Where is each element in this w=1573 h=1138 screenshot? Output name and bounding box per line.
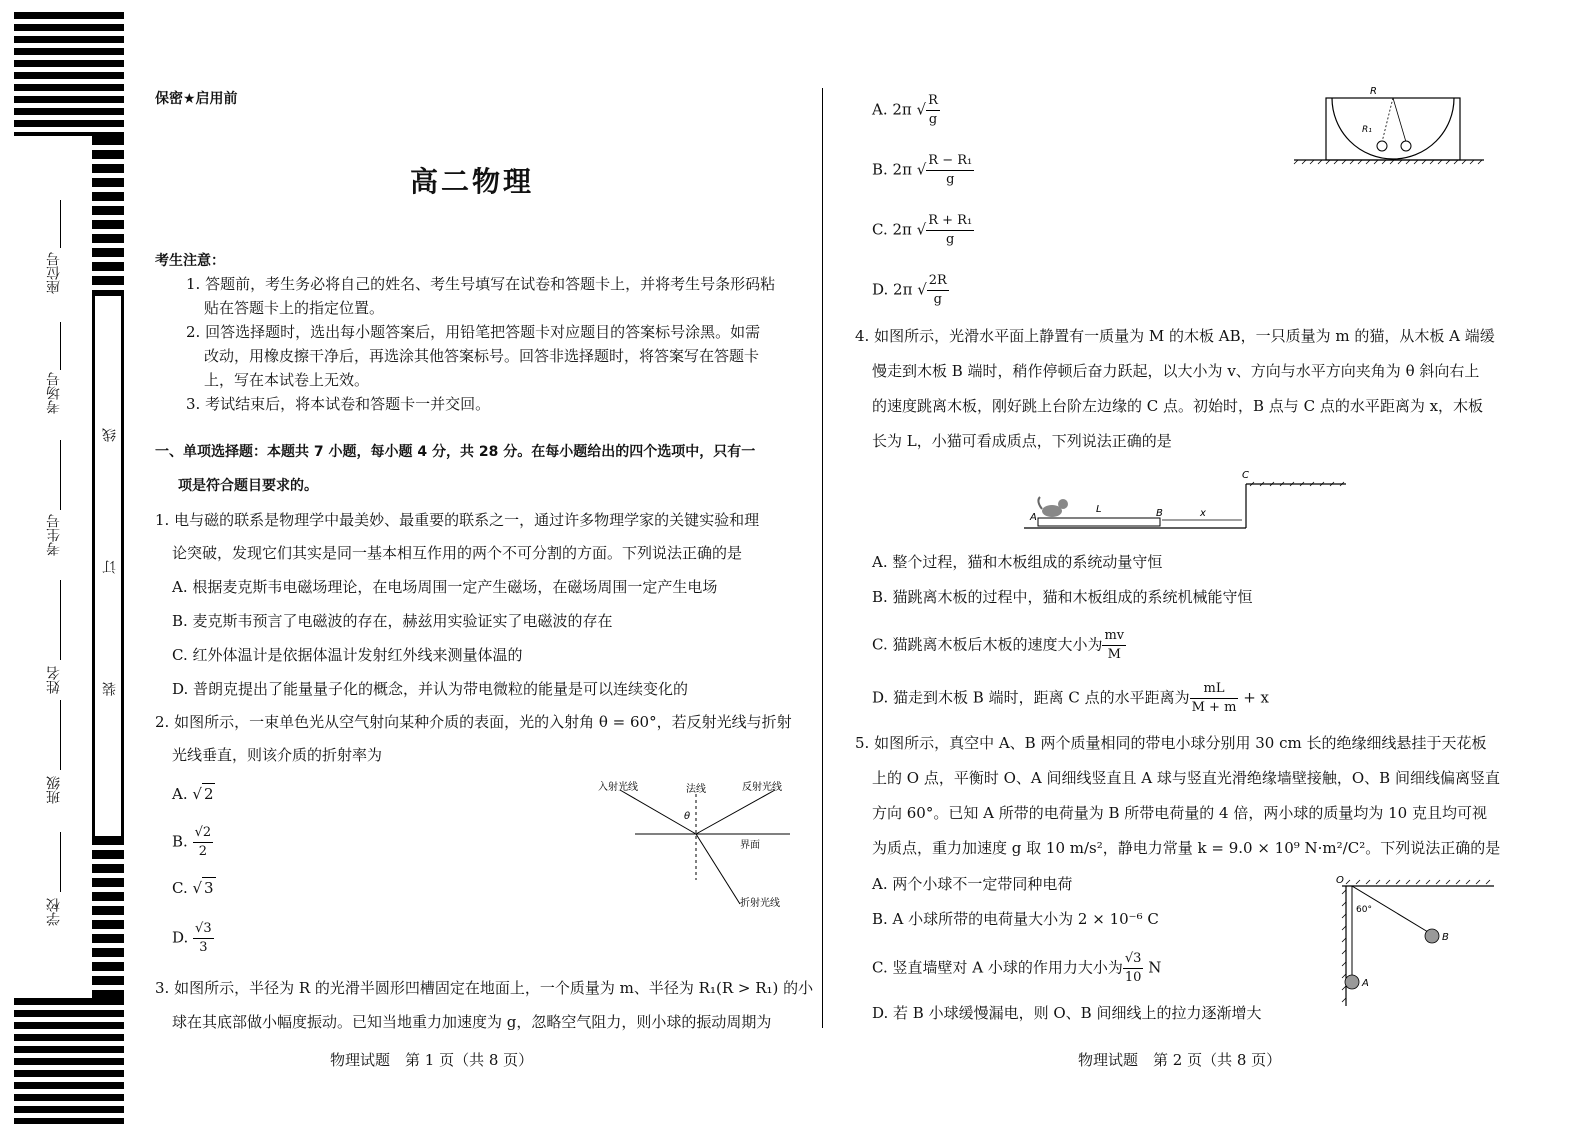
q3-option-c: C. 2π √ $\frac{\text{R + R₁}}{g}$ xyxy=(872,213,973,247)
fig-label-R1: R₁ xyxy=(1362,125,1372,135)
q5-stem: 上的 O 点，平衡时 O、A 间细线竖直且 A 球与竖直光滑绝缘墙壁接触，O、B 间细线偏离竖直 xyxy=(872,769,1500,787)
fig-label-A: A xyxy=(1030,512,1037,523)
q3-option-d: D. 2π √ $\frac{2R}{g}$ xyxy=(872,273,947,307)
q1-option-b: B. 麦克斯韦预言了电磁波的存在，赫兹用实验证实了电磁波的存在 xyxy=(172,612,613,630)
q5-stem: 为质点，重力加速度 g 取 10 m/s²，静电力常量 k = 9.0 × 10⁹ N·m²/C²。下列说法正确的是 xyxy=(872,839,1501,857)
q1-option-d: D. 普朗克提出了能量量子化的概念，并认为带电微粒的能量是可以连续变化的 xyxy=(172,680,689,698)
wooden-board xyxy=(1038,518,1160,526)
page-divider xyxy=(822,88,823,1028)
q5-stem: 5. 如图所示，真空中 A、B 两个质量相同的带电小球分别用 30 cm 长的绝缘细线悬挂于天花板 xyxy=(855,734,1487,752)
binding-stripes-bottom xyxy=(14,998,124,1124)
mark-bind: 订 xyxy=(102,560,118,574)
notice-line: 1. 答题前，考生务必将自己的姓名、考生号填写在试卷和答题卡上，并将考生号条形码粘 xyxy=(186,275,776,293)
fig-label-theta: θ xyxy=(684,811,691,822)
exam-room-line xyxy=(60,322,61,370)
q4-stem: 4. 如图所示，光滑水平面上静置有一质量为 M 的木板 AB，一只质量为 m 的猫，从木板 A 端缓 xyxy=(855,327,1495,345)
notice-line: 改动，用橡皮擦干净后，再选涂其他答案标号。回答非选择题时，将答案写在答题卡 xyxy=(204,347,760,365)
q3-stem: 3. 如图所示，半径为 R 的光滑半圆形凹槽固定在地面上，一个质量为 m、半径为 R₁(R > R₁) 的小 xyxy=(155,979,814,997)
label-candidate-number: 考生号 xyxy=(46,514,62,556)
fig-label-interface: 界面 xyxy=(740,840,760,851)
ball-A xyxy=(1345,975,1359,989)
section-heading: 一、单项选择题：本题共 7 小题，每小题 4 分，共 28 分。在每小题给出的四个选项中，只有一 xyxy=(155,444,756,460)
q2-option-a: A. √ 2 xyxy=(172,785,214,803)
q5-option-c: C. 竖直墙壁对 A 小球的作用力大小为 $\frac{√3}{10}$ N xyxy=(872,951,1162,985)
groove-block xyxy=(1326,98,1460,160)
ball-right xyxy=(1401,141,1411,151)
notice-line: 3. 考试结束后，将本试卷和答题卡一并交回。 xyxy=(186,395,491,413)
q5-charged-balls-figure xyxy=(1330,872,1500,1012)
ball-radius-line xyxy=(1382,98,1393,142)
label-class: 班级 xyxy=(46,776,62,804)
notice-line: 2. 回答选择题时，选出每小题答案后，用铅笔把答题卡对应题目的答案标号涂黑。如需 xyxy=(186,323,761,341)
string-line xyxy=(1393,98,1406,142)
q3-option-b: B. 2π √ $\frac{\text{R − R₁}}{g}$ xyxy=(872,153,973,187)
seat-number-line xyxy=(60,200,61,248)
footer-right: 物理试题 第 2 页（共 8 页） xyxy=(1078,1051,1282,1069)
label-school: 学校 xyxy=(46,898,62,926)
label-seat-number: 座位号 xyxy=(46,252,62,294)
fig-label-refracted: 折射光线 xyxy=(740,898,780,909)
label-exam-room: 考场号 xyxy=(46,372,62,414)
fig-label-reflected: 反射光线 xyxy=(742,782,782,793)
q4-option-d: D. 猫走到木板 B 端时，距离 C 点的水平距离为 $\frac{mL}{M + m}$ + x xyxy=(872,681,1269,715)
fig-label-R: R xyxy=(1370,86,1377,97)
q4-stem: 的速度跳离木板，刚好跳上台阶左边缘的 C 点。初始时，B 点与 C 点的水平距离为 x，木板 xyxy=(872,397,1484,415)
fig-label-A: A xyxy=(1362,978,1369,989)
q3-semicircle-groove-figure xyxy=(1290,82,1490,168)
ground-hatch xyxy=(1294,160,1482,164)
label-name: 姓名 xyxy=(46,666,62,694)
q4-stem: 长为 L，小猫可看成质点，下列说法正确的是 xyxy=(872,432,1172,450)
q1-stem: 1. 电与磁的联系是物理学中最美妙、最重要的联系之一，通过许多物理学家的关键实验和理 xyxy=(155,511,760,529)
q4-option-b: B. 猫跳离木板的过程中，猫和木板组成的系统机械能守恒 xyxy=(872,588,1253,606)
mark-line: 线 xyxy=(102,428,118,442)
q4-option-a: A. 整个过程，猫和木板组成的系统动量守恒 xyxy=(872,553,1163,571)
notice-heading: 考生注意： xyxy=(155,253,225,269)
page-title: 高二物理 xyxy=(410,165,535,198)
fig-label-O: O xyxy=(1336,875,1344,886)
groove-arc xyxy=(1332,98,1454,159)
school-line xyxy=(60,832,61,892)
q2-option-d: D. $\frac{√3}{3}$ xyxy=(172,921,212,955)
cat-icon xyxy=(1038,497,1068,517)
fig-label-L: L xyxy=(1096,504,1102,515)
ceiling-hatch xyxy=(1346,880,1490,884)
fig-label-angle: 60° xyxy=(1356,905,1372,915)
section-heading-cont: 项是符合题目要求的。 xyxy=(178,478,318,494)
q4-stem: 慢走到木板 B 端时，稍作停顿后奋力跃起，以大小为 v、方向与水平方向夹角为 θ 斜向右上 xyxy=(872,362,1480,380)
q2-stem: 光线垂直，则该介质的折射率为 xyxy=(172,746,383,764)
ball-left xyxy=(1377,141,1387,151)
q1-stem: 论突破，发现它们其实是同一基本相互作用的两个不可分割的方面。下列说法正确的是 xyxy=(172,544,743,562)
refracted-ray xyxy=(696,834,740,904)
mark-install: 装 xyxy=(102,682,118,696)
notice-line: 贴在答题卡上的指定位置。 xyxy=(204,299,385,317)
q1-option-c: C. 红外体温计是依据体温计发射红外线来测量体温的 xyxy=(172,646,523,664)
binding-stripes-top xyxy=(14,12,124,136)
confidential-label: 保密★启用前 xyxy=(155,91,238,107)
ball-B xyxy=(1425,929,1439,943)
q1-option-a: A. 根据麦克斯韦电磁场理论，在电场周围一定产生磁场，在磁场周围一定产生电场 xyxy=(172,578,718,596)
q3-stem: 球在其底部做小幅度振动。已知当地重力加速度为 g，忽略空气阻力，则小球的振动周期为 xyxy=(172,1013,772,1031)
footer-left: 物理试题 第 1 页（共 8 页） xyxy=(330,1051,534,1069)
reflected-ray xyxy=(696,790,775,834)
fig-label-C: C xyxy=(1242,470,1249,481)
q2-stem: 2. 如图所示，一束单色光从空气射向某种介质的表面，光的入射角 θ = 60°，若反射光线与折射 xyxy=(155,713,792,731)
q3-option-a: A. 2π √ $\frac{R}{g}$ xyxy=(872,93,938,127)
q2-option-b: B. $\frac{√2}{2}$ xyxy=(172,825,212,859)
q4-cat-board-figure xyxy=(1020,464,1350,534)
notice-line: 上，写在本试卷上无效。 xyxy=(204,371,370,389)
fig-label-x: x xyxy=(1200,508,1206,519)
q2-light-refraction-figure xyxy=(590,776,800,916)
fig-label-B: B xyxy=(1156,508,1163,519)
name-line xyxy=(60,580,61,660)
q5-option-a: A. 两个小球不一定带同种电荷 xyxy=(872,875,1073,893)
class-line xyxy=(60,700,61,770)
q5-option-b: B. A 小球所带的电荷量大小为 2 × 10⁻⁶ C xyxy=(872,910,1159,928)
fig-label-B: B xyxy=(1442,932,1449,943)
fig-label-normal: 法线 xyxy=(686,784,706,795)
q2-option-c: C. √ 3 xyxy=(172,879,214,897)
q5-stem: 方向 60°。已知 A 所带的电荷量为 B 所带电荷量的 4 倍，两小球的质量均为 10 克且均可视 xyxy=(872,804,1487,822)
fig-label-incident: 入射光线 xyxy=(598,782,638,793)
q5-option-d: D. 若 B 小球缓慢漏电，则 O、B 间细线上的拉力逐渐增大 xyxy=(872,1004,1262,1022)
q4-option-c: C. 猫跳离木板后木板的速度大小为 $\frac{mv}{M}$ xyxy=(872,628,1125,662)
candidate-number-line xyxy=(60,440,61,510)
